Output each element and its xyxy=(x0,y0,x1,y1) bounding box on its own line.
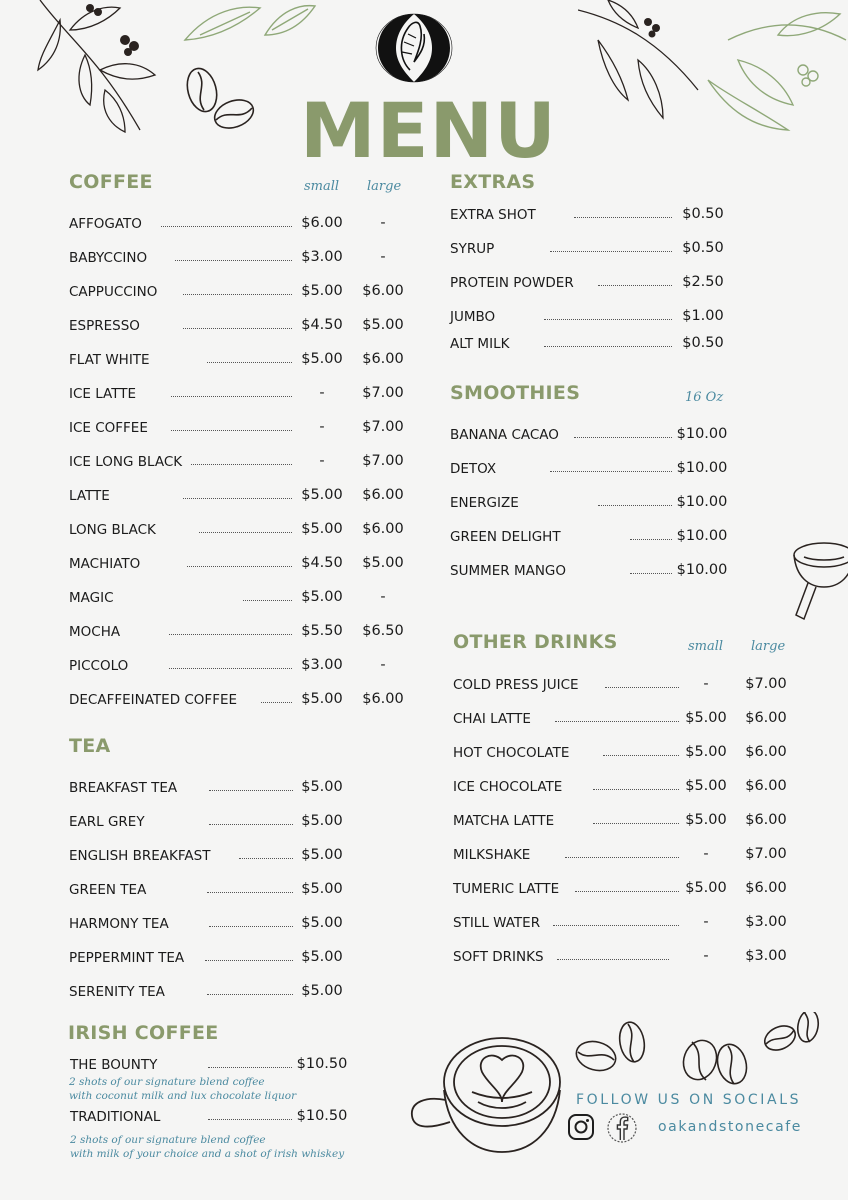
item-name: BREAKFAST TEA xyxy=(69,780,178,796)
large-price: $6.00 xyxy=(362,521,404,537)
item-name: AFFOGATO xyxy=(69,216,142,232)
large-price: $6.00 xyxy=(362,283,404,299)
extras-row xyxy=(450,239,740,263)
item-name: EARL GREY xyxy=(69,814,145,830)
dotted-leader xyxy=(565,857,679,858)
dotted-leader xyxy=(575,891,679,892)
item-name: BANANA CACAO xyxy=(450,427,559,443)
large-price: $6.00 xyxy=(745,880,787,896)
item-name: COLD PRESS JUICE xyxy=(453,677,579,693)
dotted-leader xyxy=(209,926,293,927)
tea-row xyxy=(69,778,359,802)
extras-heading: EXTRAS xyxy=(450,171,536,193)
item-name: ENERGIZE xyxy=(450,495,519,511)
item-name: EXTRA SHOT xyxy=(450,207,536,223)
other-large-label: large xyxy=(751,639,786,654)
item-name: THE BOUNTY xyxy=(70,1057,158,1073)
other-drinks-row xyxy=(453,845,798,869)
price: $0.50 xyxy=(682,335,724,351)
bounty-description-line-2: with coconut milk and lux chocolate liquor xyxy=(69,1090,297,1102)
tea-row xyxy=(69,982,359,1006)
bounty-description-line-1: 2 shots of our signature blend coffee xyxy=(69,1076,265,1088)
other-drinks-row xyxy=(453,811,798,835)
small-price: $5.00 xyxy=(685,744,727,760)
dotted-leader xyxy=(161,226,292,227)
small-price: - xyxy=(703,948,709,964)
large-price: $7.00 xyxy=(362,419,404,435)
item-name: SYRUP xyxy=(450,241,495,257)
large-price: $5.00 xyxy=(362,555,404,571)
item-name: CAPPUCCINO xyxy=(69,284,158,300)
large-price: $6.00 xyxy=(362,487,404,503)
dotted-leader xyxy=(553,925,679,926)
item-name: TRADITIONAL xyxy=(70,1109,161,1125)
other-drinks-row xyxy=(453,743,798,767)
item-name: SUMMER MANGO xyxy=(450,563,567,579)
item-name: ICE LATTE xyxy=(69,386,137,402)
price: $10.00 xyxy=(676,528,728,544)
large-price: $6.00 xyxy=(362,691,404,707)
price: $5.00 xyxy=(301,881,343,897)
coffee-row xyxy=(69,248,414,272)
coffee-row xyxy=(69,622,414,646)
other-drinks-row xyxy=(453,913,798,937)
large-price: - xyxy=(380,249,386,265)
small-price: - xyxy=(319,453,325,469)
smoothie-row xyxy=(450,425,740,449)
item-name: ICE CHOCOLATE xyxy=(453,779,563,795)
dotted-leader xyxy=(209,824,293,825)
small-price: $5.00 xyxy=(301,487,343,503)
item-name: ESPRESSO xyxy=(69,318,140,334)
large-price: - xyxy=(380,589,386,605)
other-drinks-row xyxy=(453,879,798,903)
small-price: $5.00 xyxy=(301,283,343,299)
item-name: ENGLISH BREAKFAST xyxy=(69,848,211,864)
other-drinks-row xyxy=(453,709,798,733)
item-name: CHAI LATTE xyxy=(453,711,531,727)
dotted-leader xyxy=(605,687,679,688)
dotted-leader xyxy=(598,505,672,506)
price: $5.00 xyxy=(301,779,343,795)
item-name: STILL WATER xyxy=(453,915,541,931)
dotted-leader xyxy=(603,755,679,756)
dotted-leader xyxy=(550,471,672,472)
follow-us-label: FOLLOW US ON SOCIALS xyxy=(576,1092,802,1108)
tea-row xyxy=(69,812,359,836)
small-price: $5.00 xyxy=(685,880,727,896)
smoothie-row xyxy=(450,561,740,585)
price: $5.00 xyxy=(301,915,343,931)
smoothies-size-label: 16 Oz xyxy=(685,390,724,405)
price: $5.00 xyxy=(301,813,343,829)
bounty-description xyxy=(69,1075,296,1103)
large-price: - xyxy=(380,657,386,673)
coffee-row xyxy=(69,452,414,476)
dotted-leader xyxy=(544,346,672,347)
coffee-row xyxy=(69,384,414,408)
coffee-beans-illustration-top xyxy=(182,66,262,138)
dotted-leader xyxy=(598,285,672,286)
coffee-row xyxy=(69,418,414,442)
dotted-leader xyxy=(175,260,292,261)
dotted-leader xyxy=(574,217,672,218)
instagram-icon[interactable] xyxy=(566,1112,596,1142)
other-small-label: small xyxy=(688,639,724,654)
price: $0.50 xyxy=(682,206,724,222)
small-price: $5.00 xyxy=(301,351,343,367)
item-name: MACHIATO xyxy=(69,556,141,572)
item-name: SOFT DRINKS xyxy=(453,949,544,965)
dotted-leader xyxy=(191,464,292,465)
item-name: ALT MILK xyxy=(450,336,510,352)
item-name: DETOX xyxy=(450,461,497,477)
extras-row xyxy=(450,273,740,297)
social-handle[interactable]: oakandstonecafe xyxy=(658,1119,802,1135)
large-price: $7.00 xyxy=(362,453,404,469)
dotted-leader xyxy=(171,396,292,397)
small-price: $5.00 xyxy=(685,778,727,794)
dotted-leader xyxy=(183,294,292,295)
large-price: $6.50 xyxy=(362,623,404,639)
irish-coffee-heading: IRISH COFFEE xyxy=(68,1022,219,1044)
small-price: $5.00 xyxy=(685,812,727,828)
portafilter-illustration xyxy=(784,535,848,621)
item-name: PROTEIN POWDER xyxy=(450,275,574,291)
dotted-leader xyxy=(593,823,679,824)
item-name: FLAT WHITE xyxy=(69,352,150,368)
small-price: $5.00 xyxy=(301,521,343,537)
smoothie-row xyxy=(450,459,740,483)
price: $2.50 xyxy=(682,274,724,290)
smoothies-heading: SMOOTHIES xyxy=(450,382,581,404)
coffee-beans-illustration-bottom xyxy=(572,1012,828,1090)
coffee-branch-illustration-left xyxy=(30,0,170,140)
smoothie-row xyxy=(450,493,740,517)
price: $10.50 xyxy=(296,1108,348,1124)
tea-heading: TEA xyxy=(69,735,111,757)
small-price: - xyxy=(703,914,709,930)
large-price: $6.00 xyxy=(745,744,787,760)
coffee-row xyxy=(69,554,414,578)
item-name: HOT CHOCOLATE xyxy=(453,745,570,761)
item-name: GREEN DELIGHT xyxy=(450,529,561,545)
item-name: MILKSHAKE xyxy=(453,847,531,863)
coffee-row xyxy=(69,316,414,340)
tea-row xyxy=(69,914,359,938)
irish-coffee-row xyxy=(70,1107,360,1131)
coffee-row xyxy=(69,690,414,714)
small-price: $4.50 xyxy=(301,555,343,571)
small-price: $6.00 xyxy=(301,215,343,231)
item-name: BABYCCINO xyxy=(69,250,148,266)
item-name: PICCOLO xyxy=(69,658,129,674)
coffee-row xyxy=(69,520,414,544)
dotted-leader xyxy=(171,430,292,431)
dotted-leader xyxy=(169,668,292,669)
dotted-leader xyxy=(239,858,293,859)
small-price: - xyxy=(319,385,325,401)
dotted-leader xyxy=(207,892,293,893)
item-name: LATTE xyxy=(69,488,110,504)
dotted-leader xyxy=(243,600,292,601)
item-name: MATCHA LATTE xyxy=(453,813,555,829)
large-price: $7.00 xyxy=(362,385,404,401)
other-drinks-row xyxy=(453,777,798,801)
traditional-description-line-2: with milk of your choice and a shot of irish whiskey xyxy=(70,1148,345,1160)
item-name: LONG BLACK xyxy=(69,522,156,538)
dotted-leader xyxy=(208,1119,292,1120)
small-price: $5.00 xyxy=(301,589,343,605)
dotted-leader xyxy=(183,498,292,499)
item-name: MOCHA xyxy=(69,624,121,640)
coffee-row xyxy=(69,214,414,238)
small-price: $5.50 xyxy=(301,623,343,639)
dotted-leader xyxy=(630,573,672,574)
small-price: $4.50 xyxy=(301,317,343,333)
other-drinks-heading: OTHER DRINKS xyxy=(453,631,618,653)
price: $10.00 xyxy=(676,494,728,510)
tea-row xyxy=(69,880,359,904)
large-price: $5.00 xyxy=(362,317,404,333)
dotted-leader xyxy=(557,959,669,960)
price: $10.00 xyxy=(676,562,728,578)
small-price: - xyxy=(319,419,325,435)
tea-row xyxy=(69,846,359,870)
small-price: $5.00 xyxy=(301,691,343,707)
price: $5.00 xyxy=(301,949,343,965)
traditional-description-line-1: 2 shots of our signature blend coffee xyxy=(70,1134,266,1146)
dotted-leader xyxy=(187,566,292,567)
large-price: $7.00 xyxy=(745,846,787,862)
item-name: HARMONY TEA xyxy=(69,916,169,932)
item-name: TUMERIC LATTE xyxy=(453,881,560,897)
large-price: - xyxy=(380,215,386,231)
large-price: $3.00 xyxy=(745,948,787,964)
small-price: - xyxy=(703,846,709,862)
item-name: SERENITY TEA xyxy=(69,984,165,1000)
price: $10.00 xyxy=(676,426,728,442)
large-price: $7.00 xyxy=(745,676,787,692)
dotted-leader xyxy=(169,634,292,635)
extras-row xyxy=(450,334,740,358)
price: $10.50 xyxy=(296,1056,348,1072)
dotted-leader xyxy=(183,328,292,329)
coffee-row xyxy=(69,486,414,510)
item-name: GREEN TEA xyxy=(69,882,147,898)
item-name: DECAFFEINATED COFFEE xyxy=(69,692,238,708)
large-price: $6.00 xyxy=(745,710,787,726)
other-drinks-row xyxy=(453,675,798,699)
extras-row xyxy=(450,205,740,229)
item-name: ICE LONG BLACK xyxy=(69,454,183,470)
smoothie-row xyxy=(450,527,740,551)
item-name: MAGIC xyxy=(69,590,114,606)
large-price: $6.00 xyxy=(745,778,787,794)
menu-title: MENU xyxy=(300,86,557,175)
latte-cup-illustration xyxy=(406,1030,574,1158)
leaf-illustration-top xyxy=(180,0,320,50)
price: $5.00 xyxy=(301,847,343,863)
coffee-row xyxy=(69,656,414,680)
price: $1.00 xyxy=(682,308,724,324)
dotted-leader xyxy=(209,790,293,791)
price: $5.00 xyxy=(301,983,343,999)
small-price: - xyxy=(703,676,709,692)
coffee-small-label: small xyxy=(304,179,340,194)
large-price: $6.00 xyxy=(745,812,787,828)
dotted-leader xyxy=(205,960,293,961)
dotted-leader xyxy=(261,702,292,703)
price: $10.00 xyxy=(676,460,728,476)
dotted-leader xyxy=(199,532,292,533)
facebook-icon[interactable] xyxy=(606,1112,638,1144)
dotted-leader xyxy=(207,362,292,363)
coffee-row xyxy=(69,588,414,612)
coffee-row xyxy=(69,350,414,374)
item-name: ICE COFFEE xyxy=(69,420,148,436)
small-price: $3.00 xyxy=(301,657,343,673)
extras-row xyxy=(450,307,740,331)
cafe-logo xyxy=(374,12,454,84)
large-price: $6.00 xyxy=(362,351,404,367)
coffee-heading: COFFEE xyxy=(69,171,153,193)
dotted-leader xyxy=(555,721,679,722)
large-price: $3.00 xyxy=(745,914,787,930)
dotted-leader xyxy=(630,539,672,540)
price: $0.50 xyxy=(682,240,724,256)
small-price: $5.00 xyxy=(685,710,727,726)
coffee-row xyxy=(69,282,414,306)
coffee-large-label: large xyxy=(367,179,402,194)
tea-row xyxy=(69,948,359,972)
small-price: $3.00 xyxy=(301,249,343,265)
dotted-leader xyxy=(574,437,672,438)
coffee-branch-illustration-right xyxy=(578,0,848,140)
item-name: JUMBO xyxy=(450,309,496,325)
dotted-leader xyxy=(550,251,672,252)
traditional-description xyxy=(70,1133,344,1161)
dotted-leader xyxy=(593,789,679,790)
other-drinks-row xyxy=(453,947,798,971)
dotted-leader xyxy=(208,1067,292,1068)
item-name: PEPPERMINT TEA xyxy=(69,950,185,966)
dotted-leader xyxy=(207,994,293,995)
dotted-leader xyxy=(544,319,672,320)
